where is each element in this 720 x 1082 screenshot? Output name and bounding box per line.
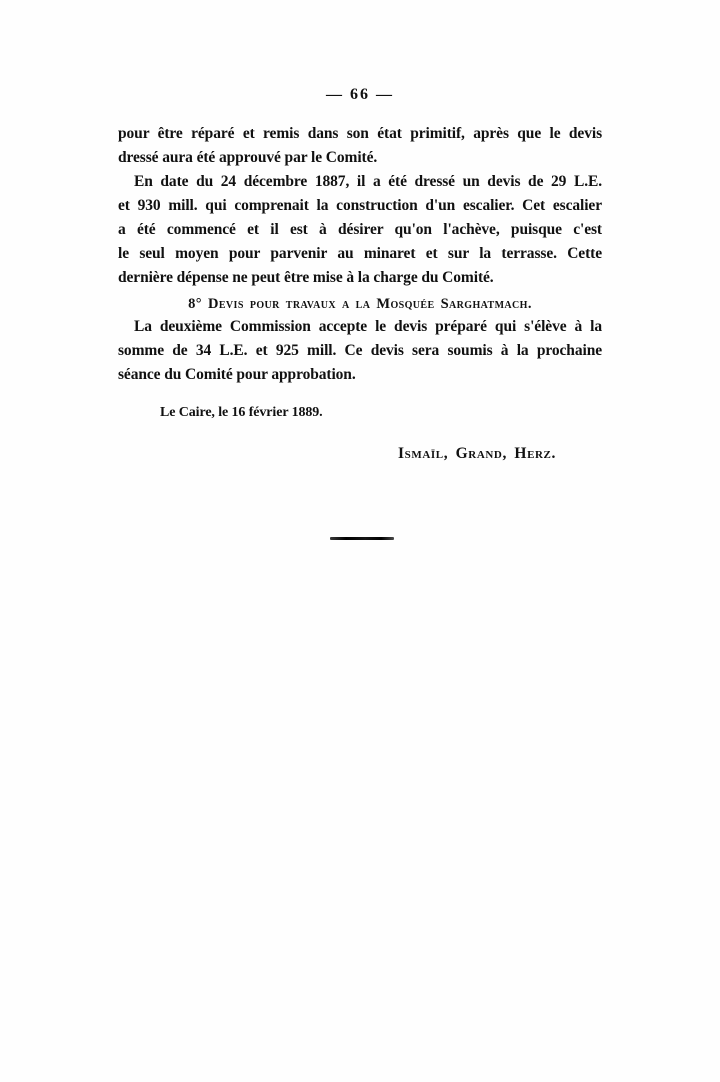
paragraph-line: somme de 34 L.E. et 925 mill. Ce devis sera soumis à la prochaine (118, 342, 602, 359)
paragraph-line: séance du Comité pour approbation. (118, 366, 356, 383)
paragraph-line: le seul moyen pour parvenir au minaret et sur la terrasse. Cette (118, 245, 602, 262)
paragraph (118, 122, 602, 170)
paragraph-line: En date du 24 décembre 1887, il a été dressé un devis de 29 L.E. (134, 173, 602, 190)
paragraph-line: dernière dépense ne peut être mise à la charge du Comité. (118, 269, 494, 286)
page-number: — 66 — (326, 86, 394, 103)
signature-line: Ismaïl, Grand, Herz. (398, 445, 556, 462)
section-heading: 8° Devis pour travaux a la Mosquée Sarghatmach. (188, 296, 532, 312)
paragraph (118, 315, 602, 387)
paragraph-line: a été commencé et il est à désirer qu'on l'achève, puisque c'est (118, 221, 602, 238)
text-block (118, 122, 602, 466)
paragraph-line: pour être réparé et remis dans son état primitif, après que le devis (118, 125, 602, 142)
end-divider-rule (330, 537, 394, 540)
paragraph-line: dressé aura été approuvé par le Comité. (118, 149, 378, 166)
paragraph-line: La deuxième Commission accepte le devis préparé qui s'élève à la (134, 318, 602, 335)
dateline: Le Caire, le 16 février 1889. (160, 405, 323, 420)
paragraph (118, 170, 602, 290)
paragraph-line: et 930 mill. qui comprenait la construction d'un escalier. Cet escalier (118, 197, 602, 214)
